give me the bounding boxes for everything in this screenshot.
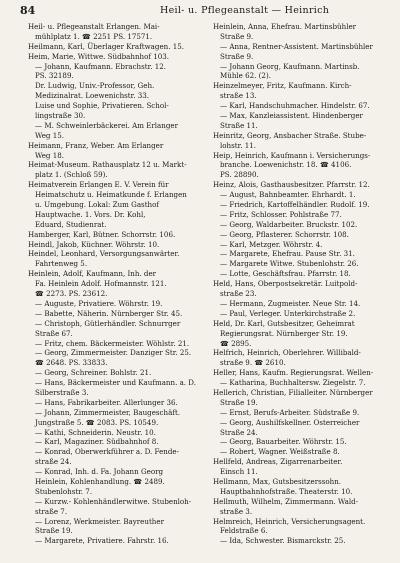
directory-entry-line: Heller, Hans, Kaufm. Regierungsrat. Wellen-	[213, 368, 374, 378]
directory-entry-line: Luise und Sophie, Privatieren. Schol-	[35, 101, 169, 111]
page-header	[0, 0, 400, 22]
directory-entry-line: — Fritz, chem. Bäckermeister. Wöhlstr. 21.	[35, 338, 190, 348]
directory-entry-line: Heindl, Jakob, Küchner. Wöhrstr. 10.	[28, 239, 160, 249]
directory-entry-line: Heindel, Leonhard, Versorgungsanwärter.	[28, 249, 180, 259]
directory-entry-line: — August, Bahnbeamter. Ehrhardt. 1.	[220, 190, 356, 200]
directory-entry-line: lingstraße 30.	[35, 111, 86, 121]
directory-entry-line: — Georg, Bauarbeiter. Wöhrstr. 15.	[220, 437, 347, 447]
directory-entry-line: — Konrad, Oberwerkführer a. D. Fende-	[35, 447, 179, 457]
directory-entry-line: — Anna, Rentner-Assistent. Martinsbühler	[220, 41, 373, 51]
directory-entry-line: — Ernst, Berufs-Arbeiter. Südstraße 9.	[220, 407, 360, 417]
directory-entry-line: Heil- u. Pflegeanstalt Erlangen. Mai-	[28, 22, 160, 31]
directory-entry-line: — Auguste, Privatiere. Wöhrstr. 19.	[35, 298, 163, 308]
directory-entry-line: — Margarete, Privatiere. Fahrstr. 16.	[35, 536, 169, 546]
directory-entry-line: Held, Hans, Oberpostsekretär. Luitpold-	[213, 279, 358, 289]
directory-entry-line: — Lotte, Geschäftsfrau. Pfarrstr. 18.	[220, 269, 351, 279]
directory-entry-line: — Margarete, Ehefrau. Pause Str. 31.	[220, 249, 355, 259]
directory-entry-line: — Christoph, Gütlerhändler. Schnurrger	[35, 318, 181, 328]
directory-entry-line: Heimatschutz u. Heimatkunde f. Erlangen	[35, 190, 187, 200]
directory-entry-line: Feldstraße 6.	[220, 526, 268, 536]
directory-entry-line: — Friedrich, Kartoffelhändler. Rudolf. 19.	[220, 200, 370, 210]
directory-entry-line: Stubenlohstr. 7.	[35, 486, 93, 496]
directory-entry-line: Medizinalrat. Loewenichstr. 33.	[35, 91, 150, 101]
directory-entry-line: — Babette, Näherin. Nürnberger Str. 45.	[35, 308, 183, 318]
directory-entry-line: ☎ 2895.	[220, 338, 252, 348]
directory-entry-line: Helfrich, Heinrich, Oberlehrer. Willibald-	[213, 348, 361, 358]
directory-entry-line: straße 9. ☎ 2610.	[220, 358, 286, 368]
running-title: Heil- u. Pflegeanstalt — Heinrich	[160, 5, 330, 16]
directory-entry-line: straße 24.	[35, 457, 72, 467]
directory-entry-line: Held, Dr. Karl, Gutsbesitzer, Geheimrat	[213, 318, 355, 328]
directory-entry-line: Hauptwache. 1. Vors. Dr. Kohl,	[35, 209, 146, 219]
directory-entry-line: — Max, Kanzleiassistent. Hindenberger	[220, 111, 363, 121]
directory-entry-line: Heinz, Alois, Gasthausbesitzer. Pfarrstr. 12.	[213, 180, 370, 190]
directory-entry-line: — Johann, Zimmermeister, Baugeschäft.	[35, 407, 181, 417]
directory-entry-line: straße 23.	[220, 289, 257, 299]
directory-entry-line: Silberstraße 3.	[35, 387, 89, 397]
directory-entry-line: — Hermann, Zugmeister. Neue Str. 14.	[220, 298, 361, 308]
directory-entry-line: Hamberger, Karl, Bütner. Schorrstr. 106.	[28, 229, 176, 239]
directory-entry-line: Heim, Marie, Wittwe. Südbahnhof 103.	[28, 51, 170, 61]
directory-entry-line: Mühle 62. (2).	[220, 71, 271, 81]
directory-entry-line: Straße 9.	[220, 51, 254, 61]
directory-entry-line: Heimat-Museum. Rathausplatz 12 u. Markt-	[28, 160, 187, 170]
directory-entry-line: — Konrad, Inh. d. Fa. Johann Georg	[35, 467, 164, 477]
directory-entry-line: straße 13.	[220, 91, 257, 101]
directory-entry-line: platz 1. (Schloß 59).	[35, 170, 108, 180]
directory-entry-line: — Fritz, Schlosser. Pohlstraße 77.	[220, 209, 342, 219]
directory-entry-line: Fahrtenweg 5.	[35, 259, 88, 269]
directory-entry-line: — Margarete Witwe. Stubenlohstr. 26.	[220, 259, 359, 269]
directory-entry-line: Weg 15.	[35, 130, 64, 140]
directory-entry-line: Heimann, Franz, Weber. Am Erlanger	[28, 140, 164, 150]
directory-entry-line: — Georg, Waldarbeiter. Bruckstr. 102.	[220, 219, 358, 229]
directory-entry-line: — Hans, Bäckermeister und Kaufmann. a. D.	[35, 378, 197, 388]
directory-entry-line: Hellerich, Christian, Filialleiter. Nürnberger	[213, 387, 373, 397]
directory-entry-line: PS. 28890.	[220, 170, 259, 180]
directory-entry-line: Weg 18.	[35, 150, 64, 160]
directory-entry-line: Straße 67.	[35, 328, 73, 338]
directory-entry-line: ☎ 2648. PS. 33833.	[35, 358, 108, 368]
directory-entry-line: — Lorenz, Werkmeister. Bayreuther	[35, 516, 164, 526]
directory-entry-line: Heilmann, Karl, Überlager Kraftwagen. 15.	[28, 41, 185, 51]
directory-entry-line: Heinlein, Adolf, Kaufmann, Inh. der	[28, 269, 157, 279]
directory-entry-line: — Kathi, Schneiderin. Neustr. 10.	[35, 427, 156, 437]
directory-entry-line: Heinlein, Kohlenhandlung. ☎ 2489.	[35, 476, 165, 486]
directory-entry-line: Straße 9.	[220, 31, 254, 41]
directory-entry-line: Straße 19.	[220, 397, 258, 407]
directory-entry-line: u. Umgebung. Lokal: Zum Gasthof	[35, 200, 160, 210]
directory-entry-line: branche. Loewenichstr. 18. ☎ 4106.	[220, 160, 352, 170]
directory-entry-line: — Georg, Aushilfskellner. Osterreicher	[220, 417, 360, 427]
directory-entry-line: — Karl, Metzger. Wöhrstr. 4.	[220, 239, 323, 249]
directory-entry-line: Straße 24.	[220, 427, 258, 437]
directory-entry-line: Hellmuth, Wilhelm, Zimmermann. Wald-	[213, 496, 359, 506]
directory-entry-line: mühlplatz 1. ☎ 2251 PS. 17571.	[35, 31, 153, 41]
directory-entry-line: PS. 32189.	[35, 71, 74, 81]
directory-entry-line: Hauptbahnhofstraße. Theaterstr. 10.	[220, 486, 353, 496]
directory-entry-line: Eduard, Studienrat.	[35, 219, 107, 229]
directory-entry-line: — Ida, Schwester. Bismarckstr. 25.	[220, 536, 346, 546]
directory-entry-line: Einsch 11.	[220, 467, 258, 477]
directory-entry-line: — Karl, Handschuhmacher. Hindelstr. 67.	[220, 101, 370, 111]
page-number: 84	[20, 4, 36, 17]
directory-entry-line: Heimatverein Erlangen E. V. Verein für	[28, 180, 169, 190]
directory-entry-line: — Kurzw.- Kohlenhändlerwitwe. Stubenloh-	[35, 496, 192, 506]
directory-entry-line: — Katharina, Buchhaltersw. Ziegelstr. 7.	[220, 378, 366, 388]
directory-entry-line: Heinritz, Georg, Ansbacher Straße. Stube-	[213, 130, 367, 140]
right-column	[213, 22, 385, 546]
directory-entry-line: lohstr. 11.	[220, 140, 257, 150]
directory-entry-line: — Karl, Magaziner. Südbahnhof 8.	[35, 437, 159, 447]
directory-entry-line: — Hans, Fabrikarbeiter. Allerlunger 36.	[35, 397, 178, 407]
directory-entry-line: Helmreich, Heinrich, Versicherungsagent.	[213, 516, 366, 526]
directory-entry-line: straße 7.	[35, 506, 68, 516]
directory-entry-line: Heinzelmeyer, Fritz, Kaufmann. Kirch-	[213, 81, 352, 91]
directory-entry-line: — M. Schweinlerbäckerei. Am Erlanger	[35, 120, 178, 130]
directory-entry-line: Straße 11.	[220, 120, 258, 130]
directory-entry-line: Jungstraße 5. ☎ 2083. PS. 10549.	[35, 417, 159, 427]
directory-entry-line: — Johann, Kaufmann. Ebrachstr. 12.	[35, 61, 167, 71]
directory-entry-line: — Georg, Zimmermeister. Danziger Str. 25.	[35, 348, 192, 358]
directory-entry-line: Heinlein, Anna, Ehefrau. Martinsbühler	[213, 22, 357, 31]
directory-entry-line: — Robert, Wagner. Weißstraße 8.	[220, 447, 340, 457]
directory-entry-line: Hellmann, Max, Gutsbesitzerssohn.	[213, 476, 342, 486]
directory-entry-line: Fa. Heinlein Adolf. Hofmannstr. 121.	[35, 279, 167, 289]
directory-entry-line: — Paul, Verleger. Unterkirchstraße 2.	[220, 308, 356, 318]
directory-entry-line: Hellfeld, Andreas, Zigarrenarbeiter.	[213, 457, 343, 467]
directory-entry-line: — Georg, Schreiner. Bohlstr. 21.	[35, 368, 152, 378]
directory-entry-line: — Georg, Pflasterer. Schorrstr. 108.	[220, 229, 349, 239]
directory-entry-line: ☎ 2273. PS. 23612.	[35, 289, 108, 299]
left-column	[28, 22, 206, 546]
directory-entry-line: Heip, Heinrich, Kaufmann i. Versicherungs-	[213, 150, 371, 160]
directory-entry-line: straße 3.	[220, 506, 253, 516]
directory-entry-line: Regierungsrat. Nürnberger Str. 19.	[220, 328, 348, 338]
directory-entry-line: — Johann Georg, Kaufmann. Martinsb.	[220, 61, 360, 71]
directory-entry-line: Straße 19.	[35, 526, 73, 536]
directory-entry-line: Dr. Ludwig, Univ.-Professor, Geh.	[35, 81, 155, 91]
